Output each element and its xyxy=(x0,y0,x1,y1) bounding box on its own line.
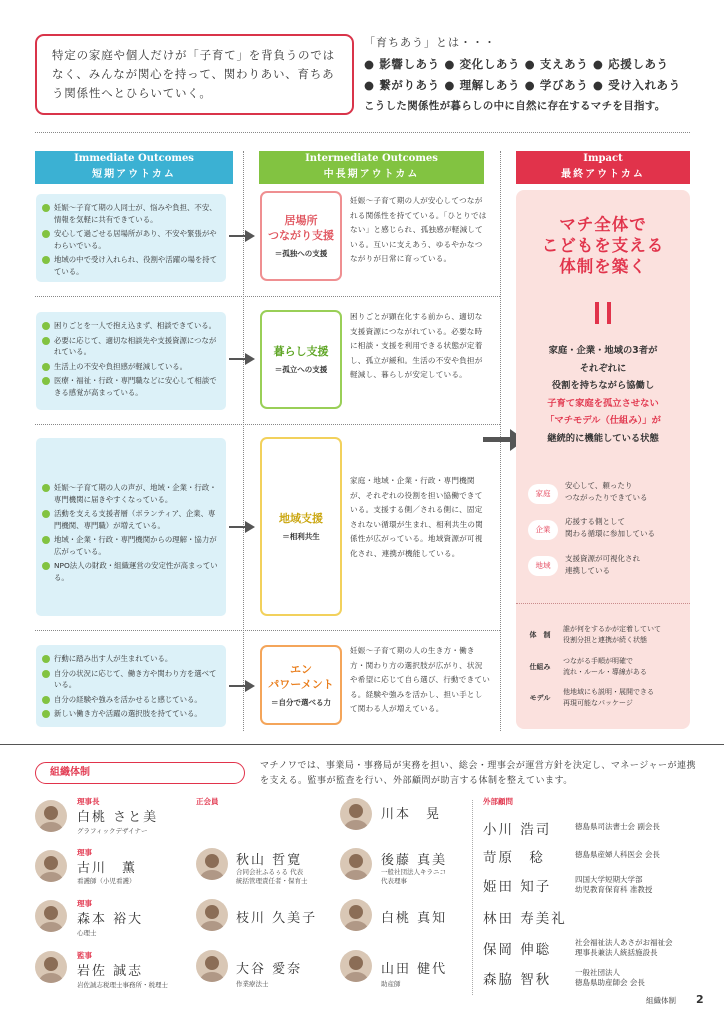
impact-row-text: 誰が何をするかが定着していて 役割分担と連携が続く状態 xyxy=(563,625,661,644)
bullet-icon xyxy=(42,655,50,663)
list-item xyxy=(42,708,220,720)
list-item-text: 地域の中で受け入れられ、役割や活躍の場を持てている。 xyxy=(54,255,218,276)
avatar xyxy=(340,899,372,931)
footer-label: 組織体制 xyxy=(646,996,676,1005)
header-impact xyxy=(516,151,690,184)
impact-line: 継続的に機能している状態 xyxy=(547,432,659,444)
list-item xyxy=(42,335,220,358)
advisor-title: 社会福祉法人あさがお福祉会 理事長兼法人統括施設長 xyxy=(575,938,673,957)
intermediate-subtitle: ＝自分で選べる力 xyxy=(271,698,331,707)
intermediate-subtitle: ＝相利共生 xyxy=(282,532,320,541)
bullet-icon xyxy=(42,536,50,544)
person-name: 大谷 愛奈 xyxy=(236,962,303,977)
bullet-icon xyxy=(42,710,50,718)
intermediate-text: 家庭・地域・企業・行政・専門機関が、それぞれの役割を担い協働できている。支援する側／される側に、固定されない循環が生まれ、相利共生の関係性が広がっている。地域資源が可視化され、連携が機能している。 xyxy=(350,476,483,558)
bullet-icon xyxy=(42,670,50,678)
chip-text: 支援資源が可視化され 連携している xyxy=(565,554,640,575)
intro-text: 特定の家庭や個人だけが「子育て」を背負うのではなく、みんなが関心を持って、関わりあい、育ちあう関係性へとひらいていく。 xyxy=(52,48,335,100)
avatar xyxy=(340,798,372,830)
row-divider xyxy=(35,296,500,297)
intermediate-box xyxy=(260,645,342,725)
sodachiau-section xyxy=(364,34,704,113)
intro-box xyxy=(35,34,354,115)
impact-row-label: 仕組み xyxy=(529,663,551,671)
bullet-icon xyxy=(42,484,50,492)
impact-row-text: 他地域にも説明・展開できる 再現可能なパッケージ xyxy=(563,688,654,707)
person-title: グラフィックデザイナー xyxy=(77,827,148,835)
intermediate-text: 妊娠〜子育て期の人が安心してつながれる関係性を持てている。「ひとりではない」と感じられ、孤独感が軽減している。互いに支えあう、ゆるやかなつながりが日常に育っている。 xyxy=(350,196,487,263)
list-item-text: 自分の状況に応じて、働き方や関わり方を選べている。 xyxy=(54,668,217,689)
list-item xyxy=(42,534,220,557)
avatar xyxy=(340,848,372,880)
person-name: 森本 裕大 xyxy=(77,912,144,927)
list-item xyxy=(42,361,220,373)
org-badge: 組織体制 xyxy=(35,762,245,784)
person-title: 合同会社ふるぅる 代表 統括管理責任者・保育士 xyxy=(236,868,308,885)
list-item xyxy=(42,482,220,505)
person-name: 山田 健代 xyxy=(381,962,448,977)
list-item xyxy=(42,508,220,531)
impact-text xyxy=(516,342,690,447)
advisor-name: 保岡 伸聡 xyxy=(483,942,552,958)
divider xyxy=(35,132,690,133)
list-item-text: 自分の経験や強みを活かせると感じている。 xyxy=(54,694,202,704)
equals-icon xyxy=(595,302,611,324)
avatar xyxy=(196,848,228,880)
arrow-icon xyxy=(229,353,255,365)
bullet-icon xyxy=(42,696,50,704)
org-divider xyxy=(472,800,473,995)
intermediate-title: エン パワーメント xyxy=(268,663,334,691)
list-item-text: 妊娠〜子育て期の人の声が、地域・企業・行政・専門機関に届きやすくなっている。 xyxy=(54,483,217,504)
list-item xyxy=(42,694,220,706)
header-intermediate-jp: 中長期アウトカム xyxy=(323,169,420,180)
bullet-icon xyxy=(42,256,50,264)
person-name: 古川 薫 xyxy=(77,861,138,876)
intermediate-title: 地域支援 xyxy=(279,512,323,525)
role-label: 理事 xyxy=(77,899,92,908)
bullet-icon xyxy=(42,377,50,385)
person-title: 岩佐誠志税理士事務所・税理士 xyxy=(77,981,168,989)
list-item-text: 活動を支える支援者層（ボランティア、企業、専門機関、専門職）が増えている。 xyxy=(54,509,216,530)
bullet-icon xyxy=(42,322,50,330)
role-label: 監事 xyxy=(77,951,92,960)
person-title: 作業療法士 xyxy=(236,980,269,988)
avatar xyxy=(35,850,67,882)
header-immediate-jp: 短期アウトカム xyxy=(92,169,176,180)
person-title: 看護師（小児看護） xyxy=(77,877,136,885)
sodachiau-row1: ● 影響しあう ● 変化しあう ● 支えあう ● 応援しあう xyxy=(364,57,669,71)
impact-line: それぞれに xyxy=(579,362,627,374)
arrow-icon xyxy=(229,521,255,533)
person-title: 一般社団法人キラニコ 代表理事 xyxy=(381,868,446,885)
bullet-icon xyxy=(42,510,50,518)
person-name: 川本 晃 xyxy=(381,807,442,822)
person-title: 助産師 xyxy=(381,980,401,988)
advisor-name: 苛原 稔 xyxy=(483,850,545,866)
impact-row-text: つながる手順が明確で 流れ・ルール・導線がある xyxy=(563,657,647,676)
list-item-text: NPO法人の財政・組織運営の安定性が高まっている。 xyxy=(54,561,218,582)
impact-main-line: 体制を築く xyxy=(559,257,647,276)
arrow-icon xyxy=(229,230,255,242)
header-intermediate-en: Intermediate Outcomes xyxy=(305,153,438,164)
immediate-box xyxy=(36,645,226,727)
bullet-icon xyxy=(42,204,50,212)
row-divider xyxy=(35,630,500,631)
list-item-text: 医療・福祉・行政・専門職などに安心して相談できる感覚が高まっている。 xyxy=(54,376,217,397)
list-item-text: 必要に応じて、適切な相談先や支援資源につながれている。 xyxy=(54,335,217,356)
impact-main-line: マチ全体で xyxy=(559,215,647,234)
regular-members-label: 正会員 xyxy=(196,797,219,806)
advisor-title: 徳島県産婦人科医会 会長 xyxy=(575,850,660,859)
intermediate-title: 居場所 つながり支援 xyxy=(268,214,334,242)
chip-community: 地域 xyxy=(528,556,558,576)
page-number: 2 xyxy=(696,993,704,1006)
impact-line-highlight: 子育て家庭を孤立させない xyxy=(547,397,659,409)
advisor-name: 小川 浩司 xyxy=(483,822,552,838)
advisor-title: 四国大学短期大学部 幼児教育保育科 准教授 xyxy=(575,875,653,894)
header-intermediate xyxy=(259,151,484,184)
list-item-text: 安心して過ごせる居場所があり、不安や緊張がやわらいでいる。 xyxy=(54,229,217,250)
immediate-box xyxy=(36,438,226,616)
list-item xyxy=(42,254,220,277)
list-item xyxy=(42,560,220,583)
chip-text: 応援する側として 関わる循環に参加している xyxy=(565,517,655,538)
avatar xyxy=(196,950,228,982)
intermediate-box xyxy=(260,310,342,409)
advisor-name: 林田 寿美礼 xyxy=(483,911,567,927)
list-item-text: 妊娠〜子育て期の人同士が、悩みや負担、不安、情報を気軽に共有できている。 xyxy=(54,203,217,224)
impact-main-line: こどもを支える xyxy=(541,236,665,255)
list-item-text: 生活上の不安や負担感が軽減している。 xyxy=(54,361,188,371)
person-name: 枝川 久美子 xyxy=(236,911,318,926)
person-name: 白桃 さと美 xyxy=(77,810,159,825)
intermediate-text: 妊娠〜子育て期の人の生き方・働き方・関わり方の選択肢が広がり、状況や希望に応じて自ら選び、行動できている。経験や強みを活かし、担い手として関わる人が増えている。 xyxy=(350,646,490,713)
header-immediate xyxy=(35,151,233,184)
bullet-icon xyxy=(42,562,50,570)
sodachiau-row2: ● 繋がりあう ● 理解しあう ● 学びあう ● 受け入れあう xyxy=(364,78,681,92)
list-item xyxy=(42,228,220,251)
avatar xyxy=(340,950,372,982)
list-item-text: 困りごとを一人で抱え込まず、相談できている。 xyxy=(54,321,217,330)
advisor-title: 徳島県司法書士会 副会長 xyxy=(575,822,660,831)
impact-row-label: モデル xyxy=(529,694,551,702)
list-item xyxy=(42,375,220,398)
sodachiau-desc: こうした関係性が暮らしの中に自然に存在するマチを目指す。 xyxy=(364,100,666,112)
impact-main xyxy=(516,214,690,277)
list-item-text: 地域・企業・行政・専門機関からの理解・協力が広がっている。 xyxy=(54,535,217,556)
avatar xyxy=(196,899,228,931)
advisor-name: 姫田 知子 xyxy=(483,879,552,895)
intermediate-subtitle: ＝孤立への支援 xyxy=(274,365,328,374)
bullet-icon xyxy=(42,337,50,345)
sodachiau-title: 「育ちあう」とは・・・ xyxy=(364,36,496,49)
header-impact-en: Impact xyxy=(583,153,623,164)
impact-line: 家庭・企業・地域の3者が xyxy=(548,345,658,356)
row-divider xyxy=(35,424,500,425)
immediate-box xyxy=(36,194,226,282)
advisor-name: 森脇 智秋 xyxy=(483,972,552,988)
person-name: 岩佐 誠志 xyxy=(77,964,144,979)
intermediate-title: 暮らし支援 xyxy=(273,345,329,358)
list-item xyxy=(42,320,220,332)
intermediate-box xyxy=(260,191,342,281)
impact-divider xyxy=(516,603,690,604)
intermediate-text: 困りごとが顕在化する前から、適切な支援資源につながれている。必要な時に相談・支援を利用できる状態が定着し、孤立が緩和。生活の不安や負担が軽減し、暮らしが安定している。 xyxy=(350,312,483,379)
list-item-text: 新しい働き方や活躍の選択肢を持てている。 xyxy=(54,709,202,718)
impact-line: 役割を持ちながら協働し xyxy=(551,380,655,391)
list-item xyxy=(42,653,220,665)
avatar xyxy=(35,951,67,983)
avatar xyxy=(35,900,67,932)
list-item-text: 行動に踏み出す人が生まれている。 xyxy=(54,654,173,663)
chip-text: 安心して、頼ったり つながったりできている xyxy=(565,481,648,502)
role-label: 理事 xyxy=(77,848,92,857)
header-impact-jp: 最終アウトカム xyxy=(561,169,645,180)
impact-row-label: 体 制 xyxy=(529,631,551,639)
advisor-title: 一般社団法人 徳島県助産師会 会長 xyxy=(575,968,645,987)
person-name: 白桃 真知 xyxy=(381,911,448,926)
role-label: 理事長 xyxy=(77,797,100,806)
arrow-icon xyxy=(229,680,255,692)
intermediate-box xyxy=(260,437,342,616)
chip-company: 企業 xyxy=(528,520,558,540)
chip-family: 家庭 xyxy=(528,484,558,504)
bullet-icon xyxy=(42,230,50,238)
list-item xyxy=(42,668,220,691)
section-divider xyxy=(0,744,724,745)
intermediate-subtitle: ＝孤独への支援 xyxy=(274,249,328,258)
header-immediate-en: Immediate Outcomes xyxy=(74,153,194,164)
bullet-icon xyxy=(42,363,50,371)
list-item xyxy=(42,202,220,225)
impact-line-highlight: 「マチモデル（仕組み）」が xyxy=(545,415,661,426)
advisors-label: 外部顧問 xyxy=(483,797,513,806)
person-title: 心理士 xyxy=(77,929,97,937)
immediate-box xyxy=(36,312,226,410)
org-description: マチノワでは、事業局・事務局が実務を担い、総会・理事会が運営方針を決定し、マネージャーが連携を支える。監事が監査を行い、外部顧問が助言する体制を整えています。 xyxy=(260,761,697,786)
person-name: 秋山 哲寛 xyxy=(236,853,303,868)
person-name: 後藤 真美 xyxy=(381,853,448,868)
avatar xyxy=(35,800,67,832)
impact-box xyxy=(516,190,690,729)
